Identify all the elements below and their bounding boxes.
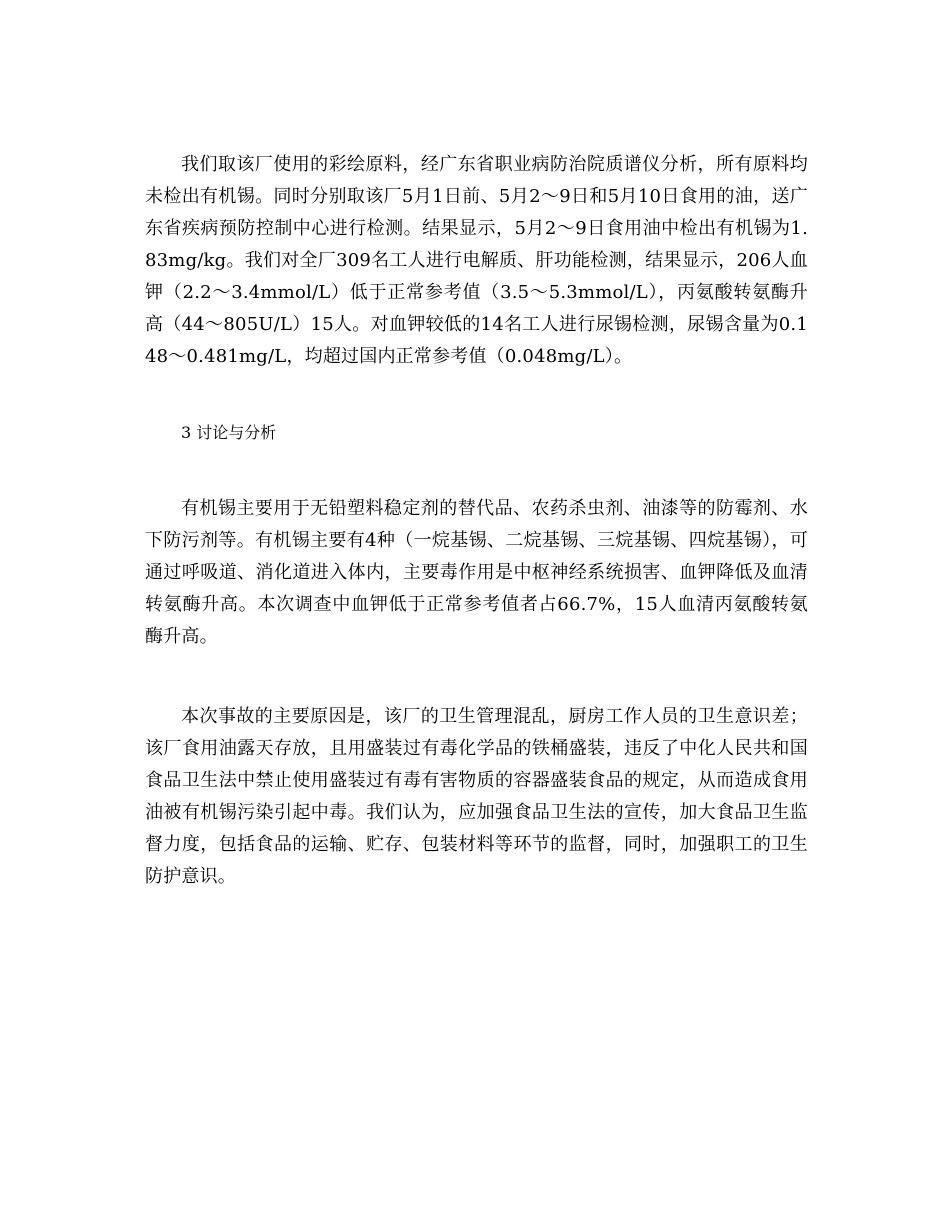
paragraph-discussion: 有机锡主要用于无铅塑料稳定剂的替代品、农药杀虫剂、油漆等的防霉剂、水下防污剂等。有机锡主要有4种（一烷基锡、二烷基锡、三烷基锡、四烷基锡），可通过呼吸道、消化道进入体内，主要毒作用是中枢神经系统损害、血钾降低及血清转氨酶升高。本次调查中血钾低于正常参考值者占66.7%，15人血清丙氨酸转氨酶升高。 [145,498,808,647]
paragraph-conclusion: 本次事故的主要原因是，该厂的卫生管理混乱，厨房工作人员的卫生意识差；该厂食用油露天存放，且用盛装过有毒化学品的铁桶盛装，违反了中化人民共和国食品卫生法中禁止使用盛装过有毒有害物质的容器盛装食品的规定，从而造成食用油被有机锡污染引起中毒。我们认为，应加强食品卫生法的宣传，加大食品卫生监督力度，包括食品的运输、贮存、包装材料等环节的监督，同时，加强职工的卫生防护意识。 [145,706,808,887]
paragraph-spacer [145,449,808,493]
document-page [145,149,808,893]
paragraph-spacer [145,653,808,701]
paragraph-spacer [145,373,808,417]
section-heading: 3 讨论与分析 [181,423,277,442]
paragraph-results: 我们取该厂使用的彩绘原料，经广东省职业病防治院质谱仪分析，所有原料均未检出有机锡。同时分别取该厂5月1日前、5月2～9日和5月10日食用的油，送广东省疾病预防控制中心进行检测。结果显示，5月2～9日食用油中检出有机锡为1.83mg/kg。我们对全厂309名工人进行电解质、肝功能检测，结果显示，206人血钾（2.2～3.4mmol/L）低于正常参考值（3.5～5.3mmol/L），丙氨酸转氨酶升高（44～805U/L）15人。对血钾较低的14名工人进行尿锡检测，尿锡含量为0.148～0.481mg/L，均超过国内正常参考值（0.048mg/L）。 [145,154,808,367]
